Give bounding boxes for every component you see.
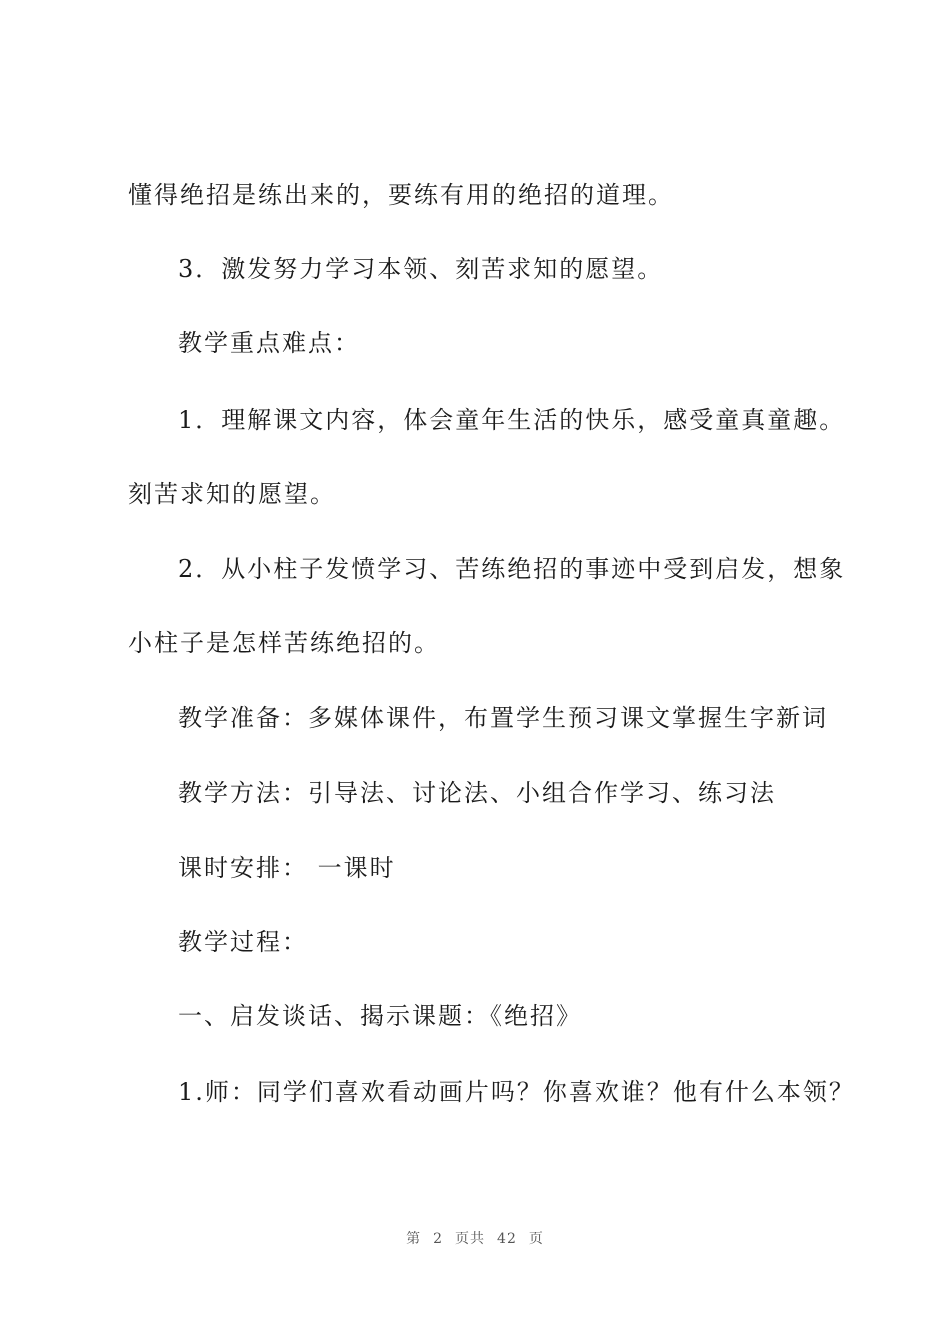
paragraph-line: 懂得绝招是练出来的，要练有用的绝招的道理。 (128, 181, 674, 209)
section-heading: 教学重点难点： (178, 329, 360, 357)
footer-suffix: 页 (528, 1231, 544, 1247)
paragraph-line: 刻苦求知的愿望。 (128, 480, 336, 508)
paragraph-line: 教学准备：多媒体课件，布置学生预习课文掌握生字新词 (178, 704, 828, 732)
section-heading: 教学过程： (178, 928, 308, 956)
paragraph-line: 1.师：同学们喜欢看动画片吗？你喜欢谁？他有什么本领？ (178, 1078, 855, 1106)
footer-current-page: 2 (433, 1231, 444, 1247)
paragraph-line: 2．从小柱子发愤学习、苦练绝招的事迹中受到启发，想象 (178, 555, 846, 583)
footer-prefix: 第 (406, 1231, 422, 1247)
paragraph-line: 1．理解课文内容，体会童年生活的快乐，感受童真童趣。 (178, 406, 846, 434)
footer-middle: 页共 (455, 1231, 486, 1247)
paragraph-line: 课时安排： 一课时 (178, 854, 396, 882)
paragraph-line: 教学方法：引导法、讨论法、小组合作学习、练习法 (178, 779, 776, 807)
paragraph-line: 小柱子是怎样苦练绝招的。 (128, 629, 440, 657)
footer-total-pages: 42 (497, 1231, 517, 1247)
page-footer (0, 1229, 950, 1249)
paragraph-line: 一、启发谈话、揭示课题：《绝招》 (178, 1002, 582, 1030)
paragraph-line: 3．激发努力学习本领、刻苦求知的愿望。 (178, 255, 664, 283)
